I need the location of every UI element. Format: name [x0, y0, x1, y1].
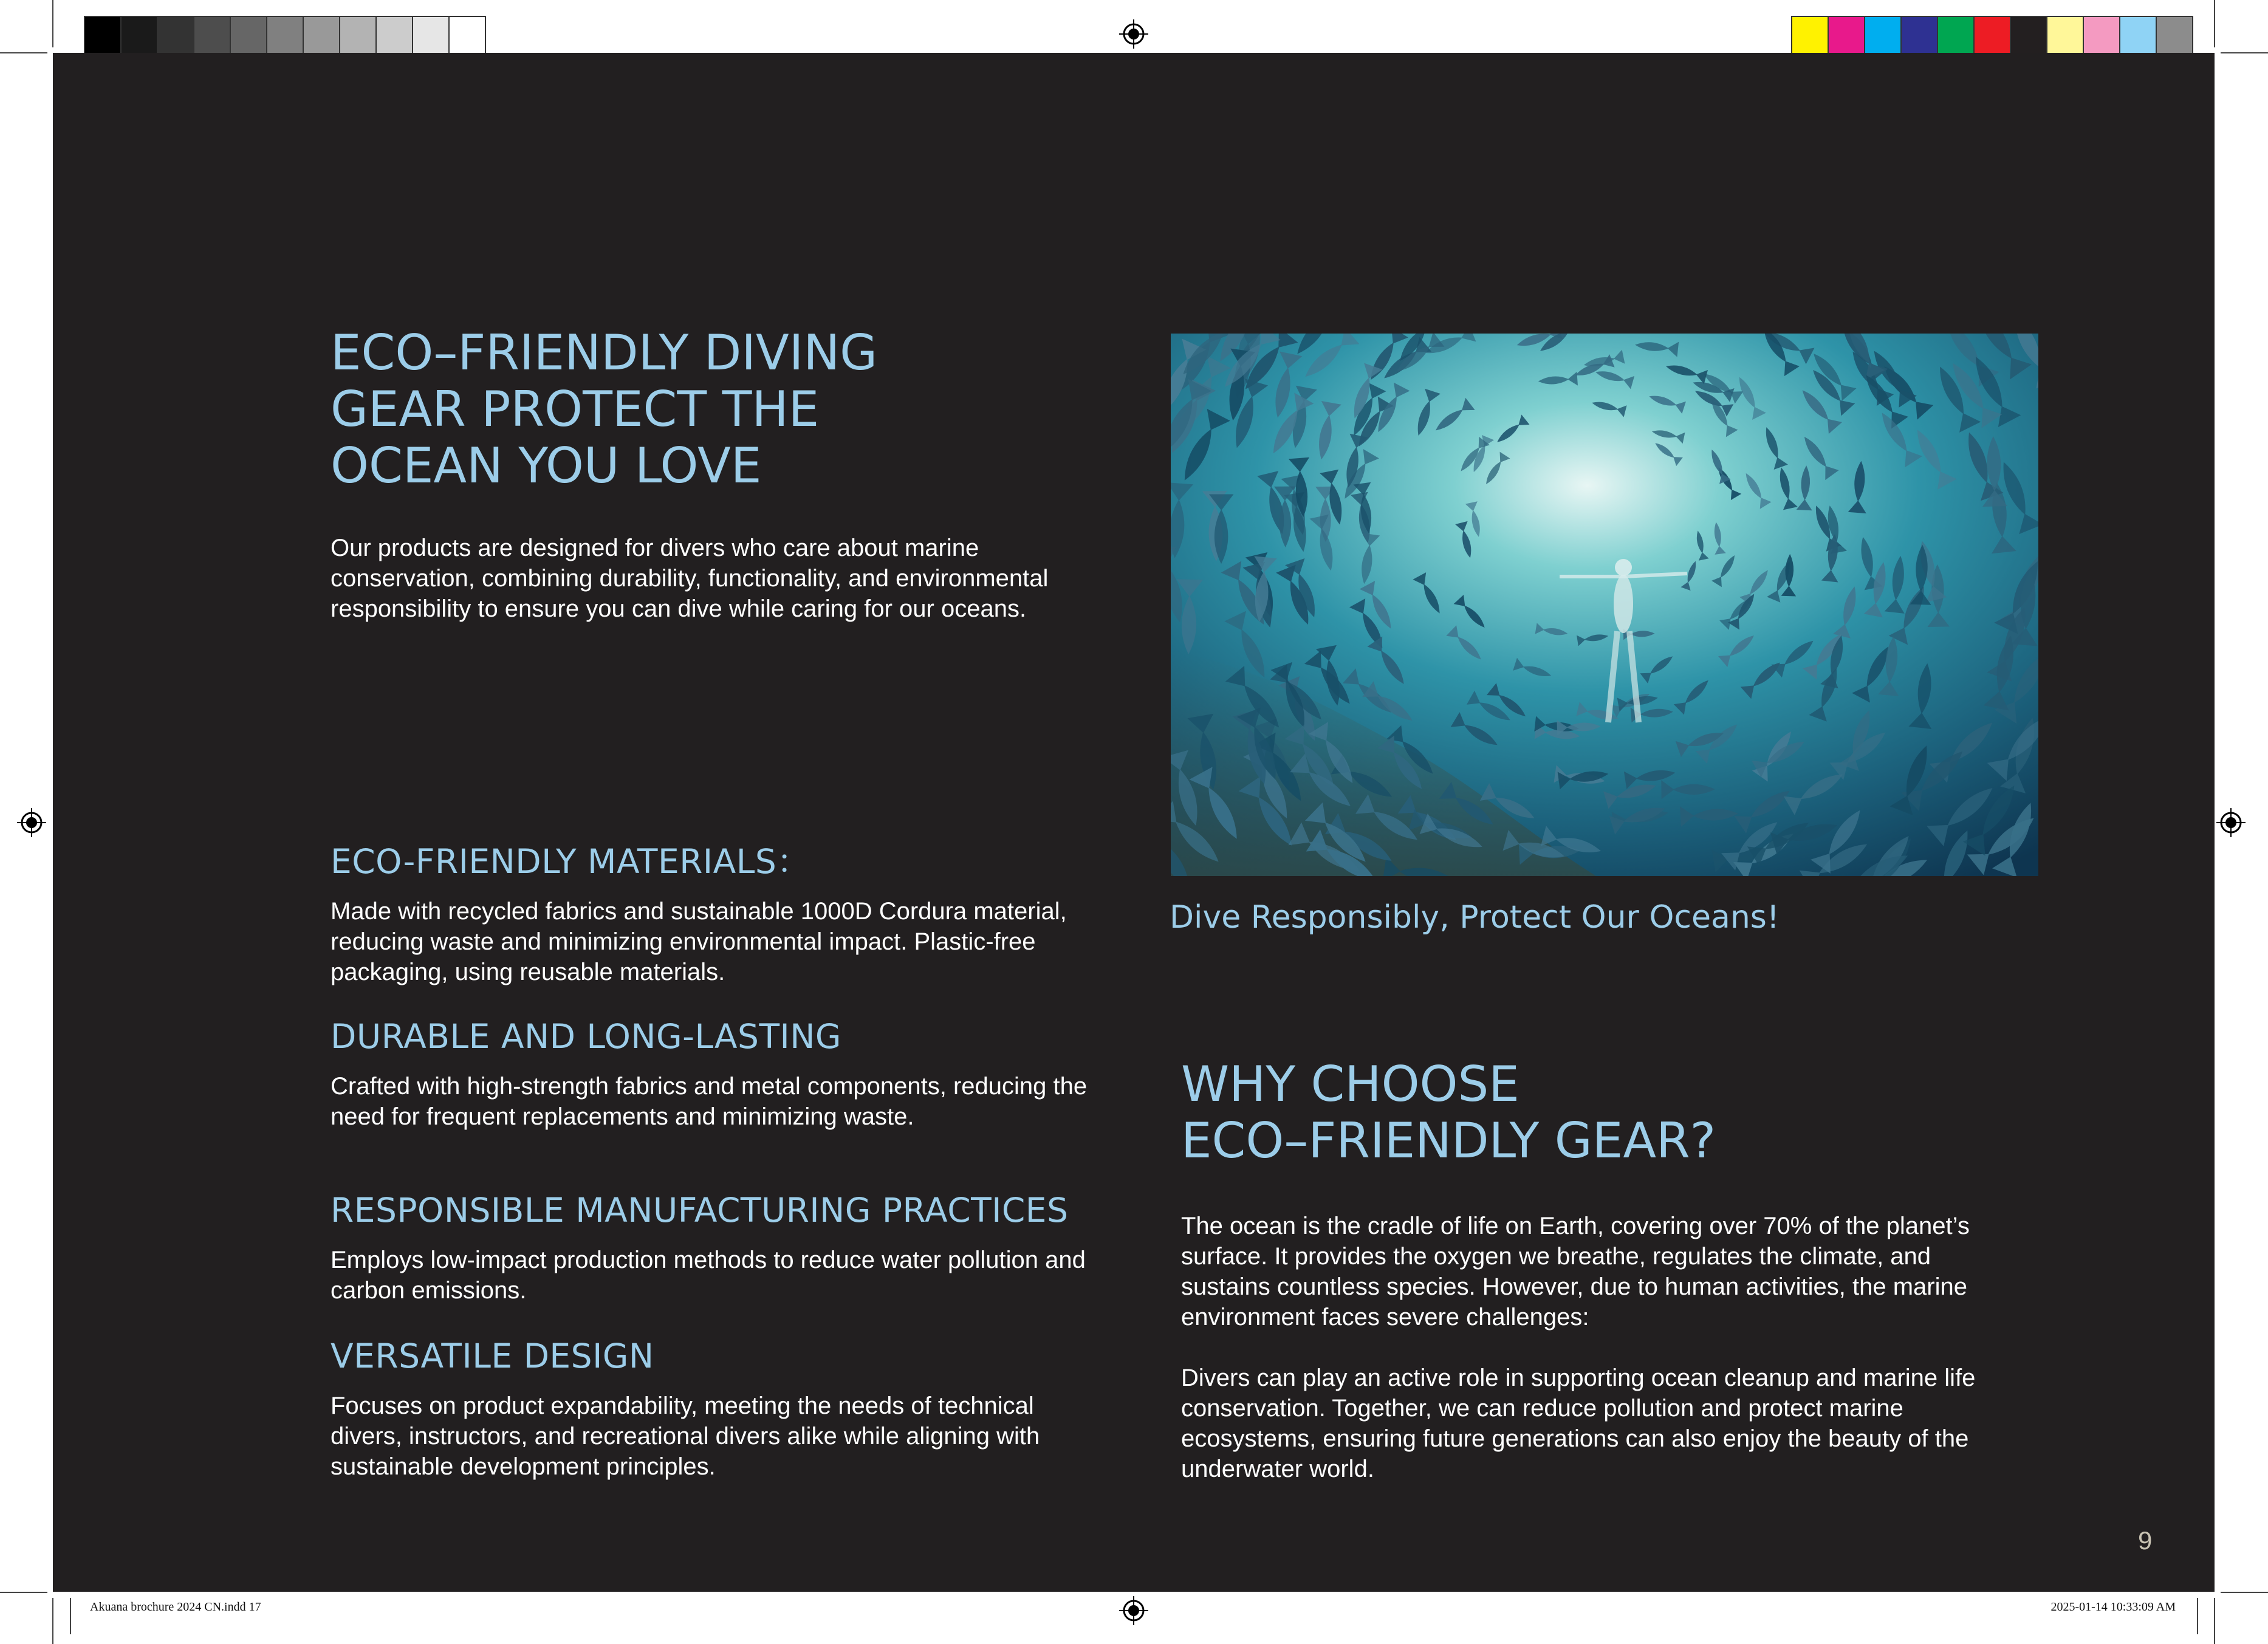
slug-timestamp: 2025-01-14 10:33:09 AM	[2050, 1600, 2176, 1614]
brochure-page	[53, 53, 2215, 1592]
feature-body-durable: Crafted with high-strength fabrics and metal components, reducing the need for frequent replacements and minimizing waste.	[331, 1073, 1088, 1130]
color-swatch	[2157, 17, 2192, 53]
color-swatch	[2047, 17, 2084, 53]
page-number: 9	[2138, 1526, 2153, 1555]
color-swatch	[1829, 17, 1865, 53]
crop-mark	[2197, 1598, 2198, 1634]
registration-mark-icon	[2216, 808, 2246, 837]
registration-mark-icon	[17, 808, 46, 837]
crop-mark	[2221, 52, 2268, 53]
why-paragraph-1: The ocean is the cradle of life on Earth, covering over 70% of the planet’s surface. It provides the oxygen we breathe, regulates the climate, and sustains countless species. However, due to human activities, the marine environment faces severe challenges:	[1181, 1213, 1970, 1331]
crop-mark	[70, 1598, 71, 1634]
registration-mark-icon	[1119, 1596, 1148, 1625]
color-swatch	[2011, 17, 2047, 53]
why-title: WHY CHOOSE ECO–FRIENDLY GEAR?	[1181, 1056, 1716, 1169]
intro-paragraph: Our products are designed for divers who care about marine conservation, combining durability, functionality, and environmental responsibility to ensure you can dive while caring for our oceans.	[331, 535, 1049, 622]
color-swatch	[1865, 17, 1902, 53]
crop-mark	[2214, 0, 2215, 47]
crop-mark	[52, 1598, 53, 1644]
color-swatch	[1938, 17, 1975, 53]
feature-heading-materials: ECO-FRIENDLY MATERIALS：	[331, 842, 810, 881]
color-swatch	[1975, 17, 2011, 53]
crop-mark	[52, 0, 53, 47]
gray-color-bar	[84, 16, 486, 55]
fish-school-illustration	[1171, 334, 2038, 876]
photo-caption: Dive Responsibly, Protect Our Oceans!	[1170, 899, 1780, 936]
feature-body-versatile: Focuses on product expandability, meeting the needs of technical divers, instructors, and recreational divers alike while aligning with sustainable development principles.	[331, 1392, 1040, 1480]
page-title: ECO–FRIENDLY DIVING GEAR PROTECT THE OCEAN YOU LOVE	[331, 324, 878, 494]
color-swatch	[2084, 17, 2120, 53]
why-paragraph-2: Divers can play an active role in supporting ocean cleanup and marine life conservation. Together, we can reduce pollution and protect marine ecosystems, ensuring future generations can also enjoy the beauty of the underwater world.	[1181, 1365, 1976, 1482]
crop-mark	[2221, 1592, 2268, 1593]
color-swatch	[231, 17, 267, 53]
color-swatch	[194, 17, 231, 53]
crop-mark	[2214, 1598, 2215, 1644]
process-color-bar	[1791, 16, 2193, 55]
color-swatch	[1792, 17, 1829, 53]
color-swatch	[122, 17, 158, 53]
color-swatch	[158, 17, 194, 53]
color-swatch	[450, 17, 485, 53]
feature-heading-manufacturing: RESPONSIBLE MANUFACTURING PRACTICES	[331, 1191, 1069, 1230]
feature-heading-durable: DURABLE AND LONG-LASTING	[331, 1017, 842, 1056]
color-swatch	[377, 17, 413, 53]
feature-heading-versatile: VERSATILE DESIGN	[331, 1337, 654, 1375]
color-swatch	[85, 17, 122, 53]
slug-filename: Akuana brochure 2024 CN.indd 17	[90, 1600, 261, 1614]
color-swatch	[304, 17, 340, 53]
color-swatch	[267, 17, 304, 53]
feature-body-manufacturing: Employs low-impact production methods to reduce water pollution and carbon emissions.	[331, 1247, 1086, 1304]
color-swatch	[413, 17, 450, 53]
crop-mark	[0, 1592, 47, 1593]
color-swatch	[2120, 17, 2157, 53]
school-of-fish-photo	[1171, 334, 2038, 876]
registration-mark-icon	[1119, 19, 1148, 49]
color-swatch	[1902, 17, 1938, 53]
crop-mark	[0, 52, 47, 53]
color-swatch	[340, 17, 377, 53]
feature-body-materials: Made with recycled fabrics and sustainable 1000D Cordura material, reducing waste and minimizing environmental impact. Plastic-free packaging, using reusable materials.	[331, 898, 1067, 985]
